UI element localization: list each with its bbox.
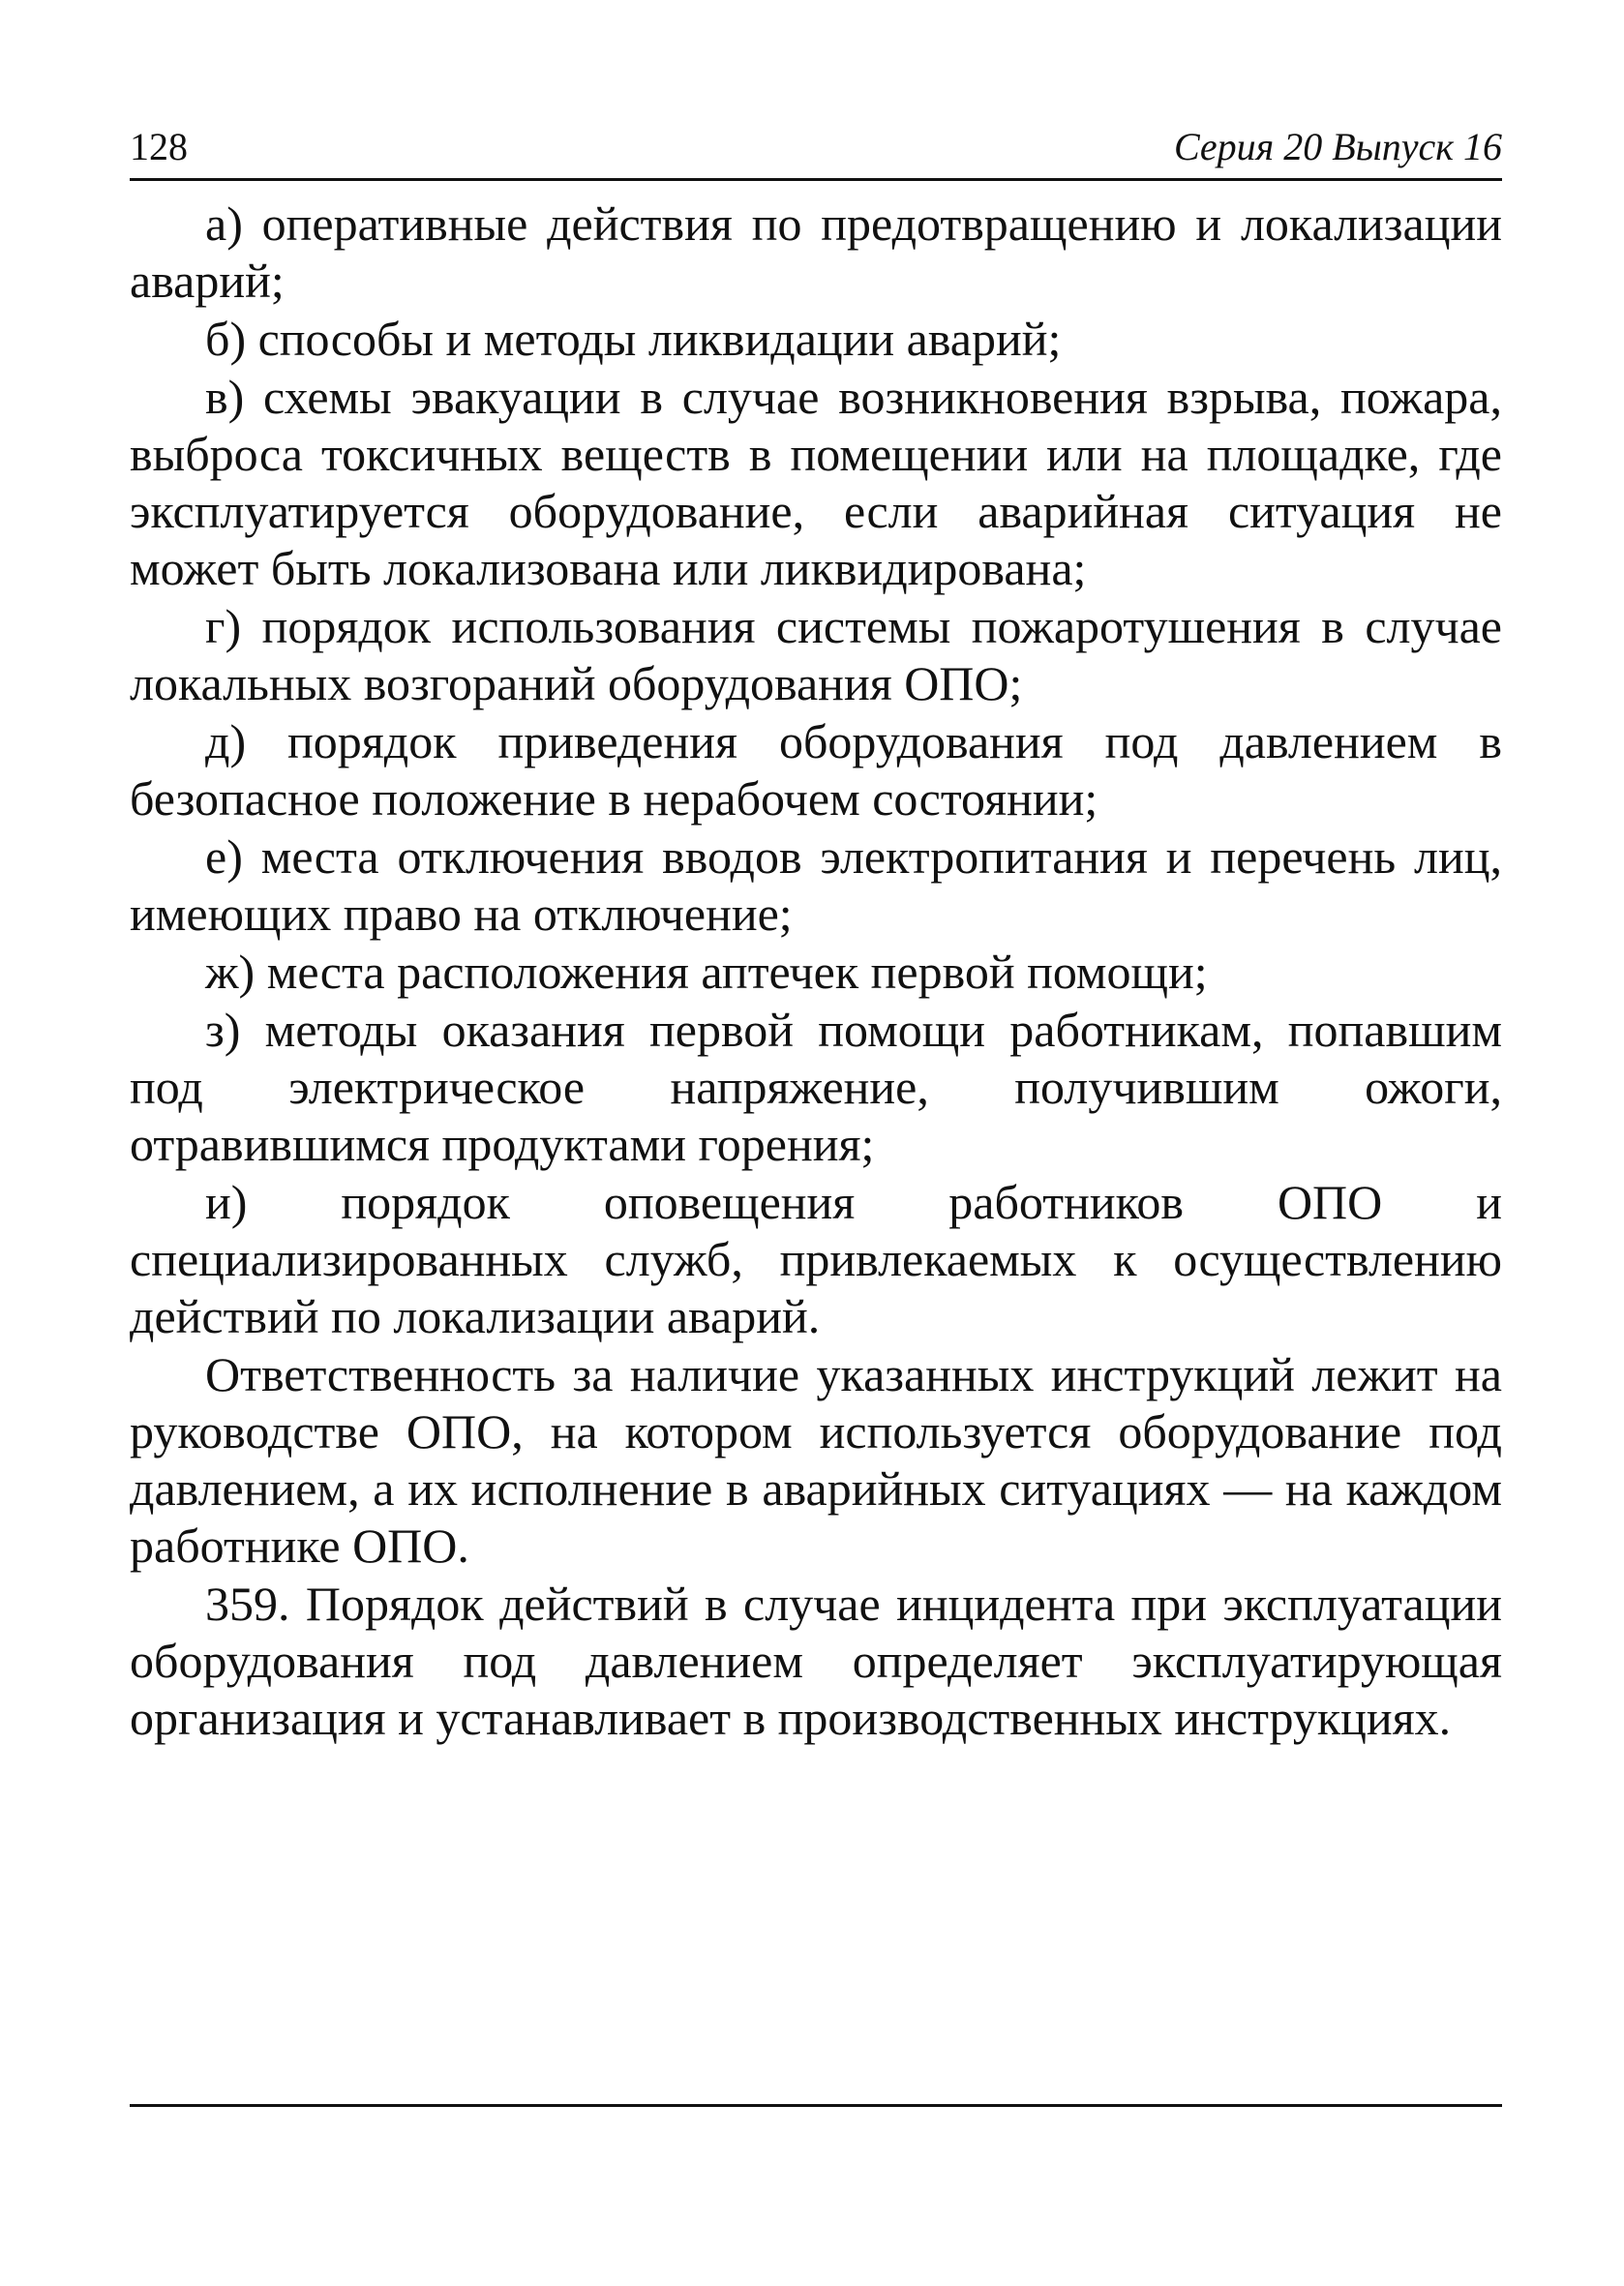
list-item-i: и) порядок оповещения работников ОПО и специализированных служб, привлекаемых к осуществлению действий по локализации аварий.	[130, 1175, 1502, 1343]
list-item-zh: ж) места расположения аптечек первой помощи;	[205, 945, 1208, 999]
list-item-b: б) способы и методы ликвидации аварий;	[205, 312, 1062, 366]
list-item-g: г) порядок использования системы пожаротушения в случае локальных возгораний оборудования ОПО;	[130, 599, 1502, 710]
list-item-z: з) методы оказания первой помощи работникам, попавшим под электрическое напряжение, получившим ожоги, отравившимся продуктами горения;	[130, 1003, 1502, 1171]
list-item-a: а) оперативные действия по предотвращению и локализации аварий;	[130, 196, 1502, 308]
running-title: Серия 20 Выпуск 16	[1173, 125, 1502, 168]
page-header	[130, 124, 1502, 181]
list-item-e: е) места отключения вводов электропитания и перечень лиц, имеющих право на отключение;	[130, 829, 1502, 941]
responsibility-paragraph: Ответственность за наличие указанных инструкций лежит на руководстве ОПО, на котором используется оборудование под давлением, а их исполнение в аварийных ситуациях — на каждом работнике ОПО.	[130, 1347, 1502, 1573]
clause-359-paragraph: 359. Порядок действий в случае инцидента при эксплуатации оборудования под давлением определяет эксплуатирующая организация и устанавливает в производственных инструкциях.	[130, 1577, 1502, 1745]
body-text	[130, 196, 1502, 1748]
page-number: 128	[130, 125, 188, 168]
footnote-rule	[130, 2104, 1502, 2107]
list-item-d: д) порядок приведения оборудования под давлением в безопасное положение в нерабочем состоянии;	[130, 714, 1502, 826]
list-item-v: в) схемы эвакуации в случае возникновения взрыва, пожара, выброса токсичных веществ в помещении или на площадке, где эксплуатируется оборудование, если аварийная ситуация не может быть локализована или ликвидирована;	[130, 370, 1502, 595]
